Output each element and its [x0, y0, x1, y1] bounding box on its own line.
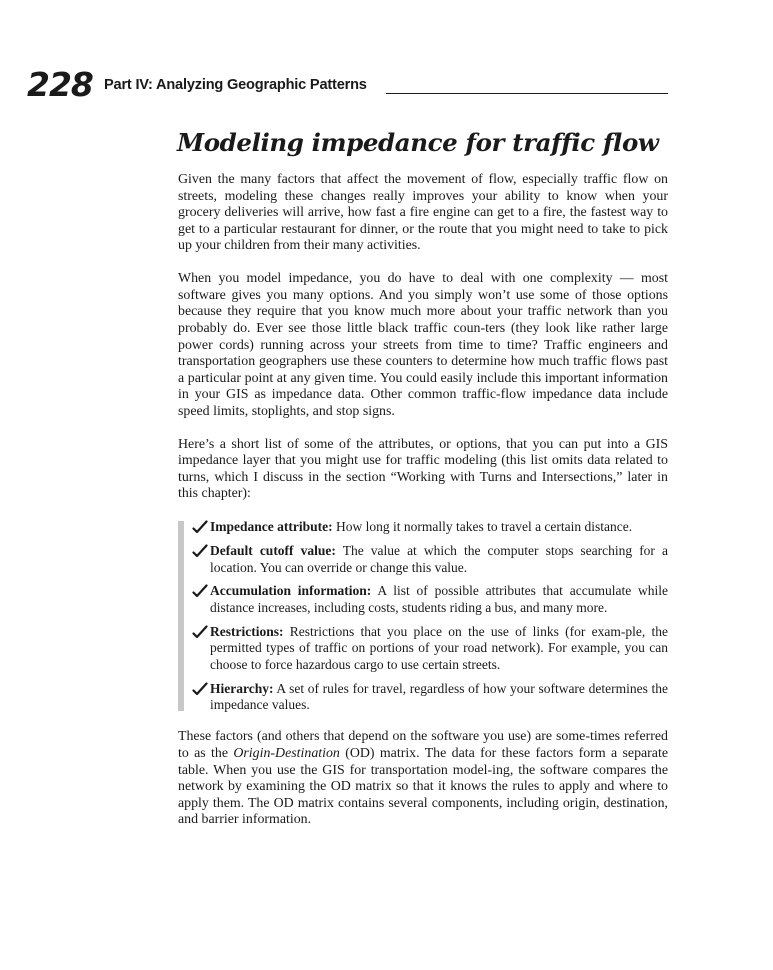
running-head: Part IV: Analyzing Geographic Patterns	[104, 77, 367, 93]
list-item-text: The value at which the computer stops searching for a location. You can override or change this value.	[210, 543, 668, 575]
list-item-text: A set of rules for travel, regardless of how your software determines the impedance values.	[210, 680, 668, 712]
bullet-list	[178, 519, 668, 713]
list-item	[192, 583, 668, 616]
list-item-term: Hierarchy:	[210, 680, 274, 696]
paragraph-text: (OD) matrix. The data for these factors form a separate table. When you use the GIS for transportation model-ing, the software compares the network by examining the OD matrix so that it knows the rules to apply and where to apply them. The OD matrix contains several components, including origin, destination, and barrier information.	[178, 745, 668, 828]
paragraph: Here’s a short list of some of the attributes, or options, that you can put into a GIS impedance layer that you might use for traffic modeling (this list omits data related to turns, which I discuss in the section “Working with Turns and Intersections,” later in this chapter):	[178, 436, 668, 502]
body-text	[178, 172, 668, 829]
header-rule	[386, 93, 668, 94]
check-mark-icon	[192, 519, 208, 535]
list-item	[192, 519, 668, 535]
list-item	[192, 543, 668, 576]
list-item	[192, 681, 668, 714]
paragraph: Given the many factors that affect the movement of flow, especially traffic flow on streets, modeling these changes really improves your ability to know when your grocery deliveries will arrive, how fast a fire engine can get to a fire, the fastest way to get to a particular restaurant for dinner, or the route that you might need to take to pick up your children from their many activities.	[178, 172, 668, 254]
list-item	[192, 624, 668, 673]
list-item-term: Accumulation information:	[210, 583, 372, 599]
list-item-term: Restrictions:	[210, 623, 284, 639]
check-mark-icon	[192, 543, 208, 559]
check-mark-icon	[192, 624, 208, 640]
list-item-term: Default cutoff value:	[210, 543, 336, 559]
paragraph: When you model impedance, you do have to deal with one complexity — most software gives you many options. And you simply won’t use some of those options because they require that you know much more about your traffic network than you probably do. Ever see those little black traffic coun-ters (they look like rather large power cords) running across your streets from time to time? Traffic engineers and transportation geographers use these counters to determine how much traffic flows past a particular point at any given time. You could easily include this important information in your GIS as impedance data. Other common traffic-flow impedance data include speed limits, stoplights, and stop signs.	[178, 271, 668, 419]
check-mark-icon	[192, 583, 208, 599]
sidebar-bar	[178, 521, 184, 711]
list-item-text: A list of possible attributes that accumulate while distance increases, including costs, students riding a bus, and many more.	[210, 583, 668, 615]
paragraph	[178, 729, 668, 829]
list-item-term: Impedance attribute:	[210, 519, 333, 535]
italic-term: Origin-Destination	[233, 745, 340, 761]
paragraph-text: These factors (and others that depend on the software you use) are some-times referred to as the	[178, 729, 668, 761]
section-title: Modeling impedance for traffic flow	[177, 128, 659, 157]
list-item-text: How long it normally takes to travel a certain distance.	[332, 519, 633, 535]
page-number: 228	[27, 65, 93, 104]
check-mark-icon	[192, 681, 208, 697]
list-item-text: Restrictions that you place on the use of links (for exam-ple, the permitted types of traffic on portions of your road network). For example, you can choose to force hazardous cargo to use certain streets.	[210, 623, 668, 672]
